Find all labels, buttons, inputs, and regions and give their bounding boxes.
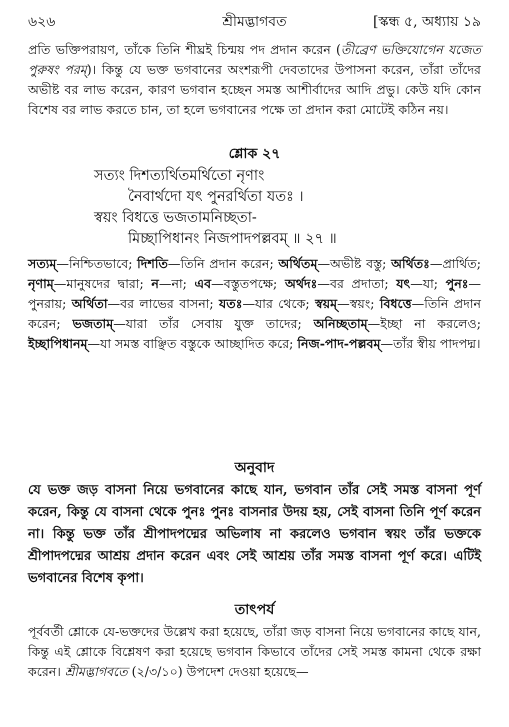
intro-paragraph xyxy=(28,40,481,120)
verse-line: সত্যং দিশত্যর্থিতমর্থিতো নৃণাং xyxy=(94,168,265,184)
purport-text-start: পূর্ববর্তী শ্লোকে যে-ভক্তদের উল্লেখ করা হয়েছে, তাঁরা জড় বাসনা নিয়ে ভগবানের কাছে যান, কিন্তু এই শ্লোকে বিশ্লেষণ করা হয়েছে ভগবান কিভাবে তাঁদের সেই সমস্ত কামনা থেকে রক্ষা করেন। xyxy=(28,624,481,679)
synonym-word: পুনঃ xyxy=(445,276,469,291)
purport-paragraph xyxy=(28,622,481,682)
page-number: ৬২৬ xyxy=(28,14,56,30)
synonym-meaning: —বস্তুতপক্ষে; xyxy=(211,276,285,291)
synonym-word: ন xyxy=(151,276,159,291)
synonym-meaning: —যা সমস্ত বাঞ্ছিত বস্তুকে আচ্ছাদিত করে; xyxy=(87,336,298,351)
synonym-word: যৎ xyxy=(396,276,411,291)
intro-quote: তীব্রেণ ভক্তিযোগেন যজেত পুরুষং পরম্ xyxy=(28,42,481,77)
verse-line: স্বয়ং বিধত্তে ভজতামনিচ্ছতা- xyxy=(94,210,257,226)
synonym-word: সত্যম্ xyxy=(28,256,57,271)
synonym-word: ভজতাম্ xyxy=(72,316,114,331)
section-reference: [স্কন্ধ ৫, অধ্যায় ১৯ xyxy=(372,14,481,30)
synonym-meaning: —স্বয়ং; xyxy=(337,296,380,311)
page-header xyxy=(28,10,481,34)
synonyms-paragraph xyxy=(28,254,481,354)
synonym-meaning: —অভীষ্ট বস্তু; xyxy=(317,256,392,271)
synonym-meaning: —যা; xyxy=(410,276,446,291)
purport-reference: শ্রীমদ্ভাগবতে xyxy=(64,664,128,679)
verse-line: মিচ্ছাপিধানং নিজপাদপল্লবম্ ॥ ২৭ ॥ xyxy=(128,231,337,247)
synonym-word: বিধত্তে xyxy=(379,296,412,311)
synonym-word: দিশতি xyxy=(137,256,168,271)
synonym-meaning: —ইচ্ছা না করলেও; xyxy=(367,316,482,331)
translation-heading: অনুবাদ xyxy=(234,460,275,476)
synonym-word: স্বয়ম্ xyxy=(315,296,338,311)
synonym-meaning: —যার থেকে; xyxy=(242,296,316,311)
synonym-word: অনিচ্ছতাম্ xyxy=(313,316,368,331)
intro-text-start: প্রতি ভক্তিপরায়ণ, তাঁকে তিনি শীঘ্রই চিন্ময় পদ প্রদান করেন ( xyxy=(28,42,341,57)
synonym-meaning: —বর লাভের বাসনা; xyxy=(107,296,220,311)
synonym-word: নিজ-পাদ-পল্লবম্ xyxy=(297,336,381,351)
synonym-meaning: —বর প্রদাতা; xyxy=(317,276,397,291)
verse-heading: শ্লোক ২৭ xyxy=(228,146,281,162)
synonym-meaning: —প্রার্থিত; xyxy=(429,256,482,271)
verse-line: নৈবার্থদো যৎ পুনরর্থিতা যতঃ । xyxy=(128,189,304,205)
synonym-meaning: —তাঁর স্বীয় পাদপদ্ম। xyxy=(380,336,481,351)
synonym-meaning: —তিনি প্রদান করেন; xyxy=(167,256,279,271)
synonym-meaning: —তিনি প্রদান করেন; xyxy=(28,296,481,331)
translation-text: যে ভক্ত জড় বাসনা নিয়ে ভগবানের কাছে যান, ভগবান তাঁর সেই সমস্ত বাসনা পূর্ণ করেন, কিন্তু যে বাসনা থেকে পুনঃ পুনঃ বাসনার উদয় হয়, সেই বাসনা তিনি পূর্ণ করেন না। কিন্তু ভক্ত তাঁর শ্রীপাদপদ্মের অভিলাষ না করলেও ভগবান স্বয়ং তাঁর ভক্তকে শ্রীপাদপদ্মের আশ্রয় প্রদান করেন এবং সেই আশ্রয় তাঁর সমস্ত বাসনা পূর্ণ করে। এটিই ভগবানের বিশেষ কৃপা। xyxy=(28,483,481,586)
synonym-meaning: —না; xyxy=(158,276,195,291)
synonym-meaning: —মানুষদের দ্বারা; xyxy=(53,276,152,291)
synonym-word: অর্থিতঃ xyxy=(391,256,430,271)
synonym-word: নৃণাম্ xyxy=(28,276,54,291)
synonym-word: অর্থিতম্ xyxy=(278,256,318,271)
synonym-word: অর্থিতা xyxy=(71,296,108,311)
synonym-word: ইচ্ছাপিধানম্ xyxy=(28,336,88,351)
purport-heading: তাৎপর্য xyxy=(234,602,275,618)
verse-text xyxy=(28,166,481,250)
intro-text-end: )। কিন্তু যে ভক্ত ভগবানের অংশরূপী দেবতাদের উপাসনা করেন, তাঁরা তাঁদের অভীষ্ট বর লাভ করেন, কারণ ভগবান হচ্ছেন সমস্ত আশীর্বাদের আদি প্রভু। কেউ যদি কোন বিশেষ বর লাভ করতে চান, তা হলে ভগবানের পক্ষে তা প্রদান করা মোটেই কঠিন নয়। xyxy=(28,62,481,117)
synonym-meaning: —নিশ্চিতভাবে; xyxy=(56,256,138,271)
synonym-meaning: —পুনরায়; xyxy=(28,276,482,311)
synonym-word: এব xyxy=(194,276,212,291)
purport-text-end: (২/৩/১০) উপদেশ দেওয়া হয়েছে— xyxy=(127,664,309,679)
running-title: শ্রীমদ্ভাগবত xyxy=(222,14,287,30)
synonym-word: অর্থদঃ xyxy=(284,276,318,291)
synonym-meaning: —যারা তাঁর সেবায় যুক্ত তাদের; xyxy=(113,316,314,331)
synonym-word: যতঃ xyxy=(219,296,243,311)
